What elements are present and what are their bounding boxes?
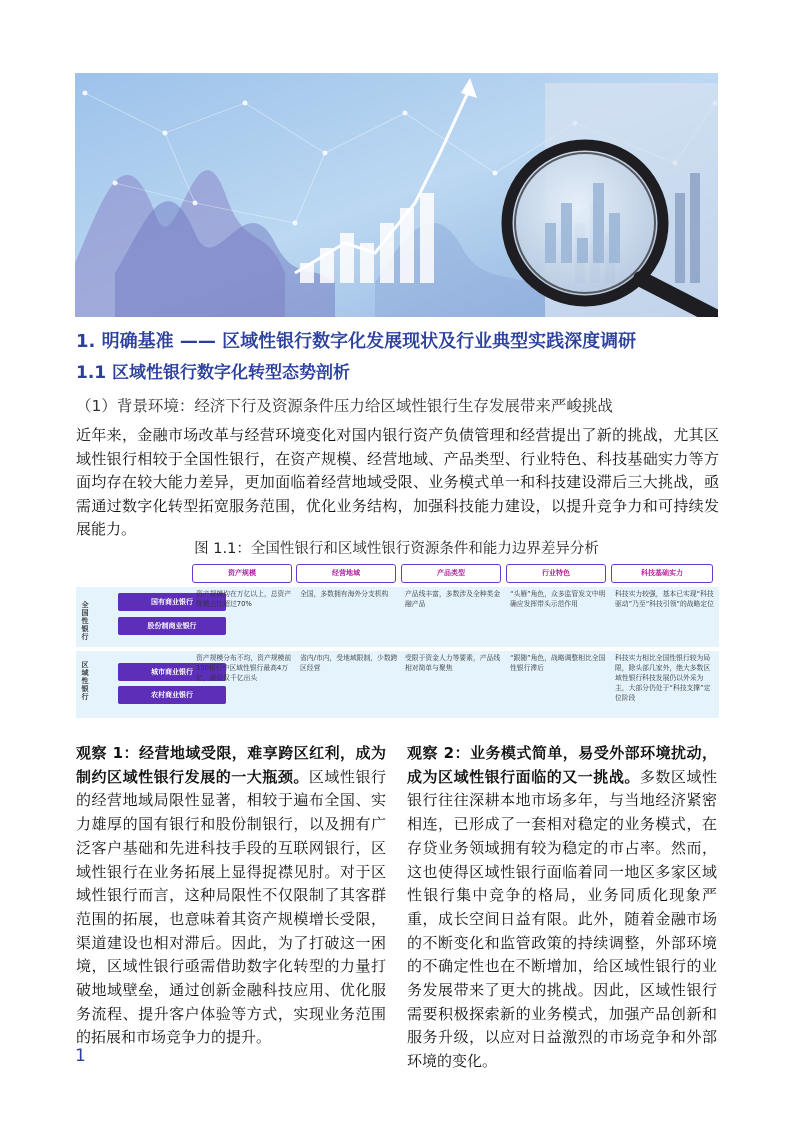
comparison-table bbox=[76, 561, 719, 718]
table-cell: “头雁”角色，众多监管发文中明确应发挥带头示范作用 bbox=[510, 590, 606, 608]
table-cell: 科技实力较强，基本已实现“科技驱动”乃至“科技引领”的战略定位 bbox=[615, 590, 714, 608]
table-cell: 受限于资金人力等要素，产品线相对简单与聚焦 bbox=[405, 654, 501, 672]
column-header: 经营地域 bbox=[296, 564, 396, 583]
table-row bbox=[76, 651, 719, 718]
observation-1 bbox=[76, 742, 386, 1050]
bank-type-badge: 股份制商业银行 bbox=[118, 617, 226, 635]
table-cell: 科技实力相比全国性银行较为局限，除头部几家外，绝大多数区域性银行科技发展仍以外采为主，大部分仍处于“科技支撑”定位阶段 bbox=[615, 654, 711, 702]
observation-1-body: 区域性银行的经营地域局限性显著，相较于遍布全国、实力雄厚的国有银行和股份制银行，以及拥有广泛客户基础和先进科技手段的互联网银行，区域性银行在业务拓展上显得捉襟见肘。对于区域性银行而言，这种局限性不仅限制了其客群范围的拓展，也意味着其资产规模增长受限，渠道建设也相对滞后。因此，为了打破这一困境，区域性银行亟需借助数字化转型的力量打破地域壁垒，通过创新金融科技应用、优化服务流程、提升客户体验等方式，实现业务范围的拓展和市场竞争力的提升。 bbox=[76, 767, 386, 1047]
column-header: 产品类型 bbox=[401, 564, 501, 583]
observation-1-title: 观察 1：经营地域受限，难享跨区红利，成为制约区域性银行发展的一大瓶颈。 bbox=[76, 744, 386, 786]
bank-type-badge: 国有商业银行 bbox=[118, 593, 226, 611]
observation-2-body: 多数区域性银行往往深耕本地市场多年，与当地经济紧密相连，已形成了一套相对稳定的业务模式，在存贷业务领域拥有较为稳定的市占率。然而，这也使得区域性银行面临着同一地区多家区域性银行集中竞争的格局，业务同质化现象严重，成长空间日益有限。此外，随着金融市场的不断变化和监管政策的持续调整，外部环境的不确定性也在不断增加，给区域性银行的业务发展带来了更大的挑战。因此，区域性银行需要积极探索新的业务模式，加强产品创新和服务升级，以应对日益激烈的市场竞争和外部环境的变化。 bbox=[407, 767, 717, 1071]
table-cell: 资产规模均在万亿以上，总资产规模占比超过70% bbox=[196, 590, 292, 608]
column-header: 行业特色 bbox=[506, 564, 606, 583]
observation-2 bbox=[407, 742, 717, 1074]
column-header: 资产规模 bbox=[192, 564, 292, 583]
intro-paragraph: 近年来，金融市场改革与经营环境变化对国内银行资产负债管理和经营提出了新的挑战，尤其区域性银行相较于全国性银行，在资产规模、经营地域、产品类型、行业特色、科技基础实力等方面均存在较大能力差异，更加面临着经营地域受限、业务模式单一和科技建设滞后三大挑战，亟需通过数字化转型拓宽服务范围，优化业务结构，加强科技能力建设，以提升竞争力和可持续发展能力。 bbox=[76, 426, 719, 538]
observation-2-title: 观察 2：业务模式简单，易受外部环境扰动，成为区域性银行面临的又一挑战。 bbox=[407, 744, 717, 786]
hero-image bbox=[75, 73, 718, 317]
page-number: 1 bbox=[75, 1046, 86, 1066]
table-cell: 产品线丰富，多数涉及全种类金融产品 bbox=[405, 590, 501, 608]
table-row bbox=[76, 587, 719, 647]
row-group-label: 区域性银行 bbox=[81, 661, 89, 701]
figure-caption: 图 1.1：全国性银行和区域性银行资源条件和能力边界差异分析 bbox=[194, 541, 599, 557]
column-header: 科技基础实力 bbox=[611, 564, 713, 583]
bank-type-badge: 城市商业银行 bbox=[118, 663, 226, 681]
table-cell: 资产规模分布不均，资产规模前150银行中区域性银行最高4万亿，最低仅千亿出头 bbox=[196, 654, 292, 682]
bank-type-badge: 农村商业银行 bbox=[118, 686, 226, 704]
subsection-heading: 1.1 区域性银行数字化转型态势剖析 bbox=[76, 363, 351, 383]
row-group-label: 全国性银行 bbox=[81, 601, 89, 641]
table-cell: 全国，多数拥有海外分支机构 bbox=[300, 590, 389, 598]
table-cell: 省内/市内，受地域限制，少数跨区经营 bbox=[300, 654, 398, 672]
section-heading: 1. 明确基准 —— 区域性银行数字化发展现状及行业典型实践深度调研 bbox=[76, 331, 637, 352]
table-cell: “跟随”角色，战略调整相比全国性银行滞后 bbox=[510, 654, 606, 672]
subheading-background: （1）背景环境：经济下行及资源条件压力给区域性银行生存发展带来严峻挑战 bbox=[76, 397, 613, 415]
